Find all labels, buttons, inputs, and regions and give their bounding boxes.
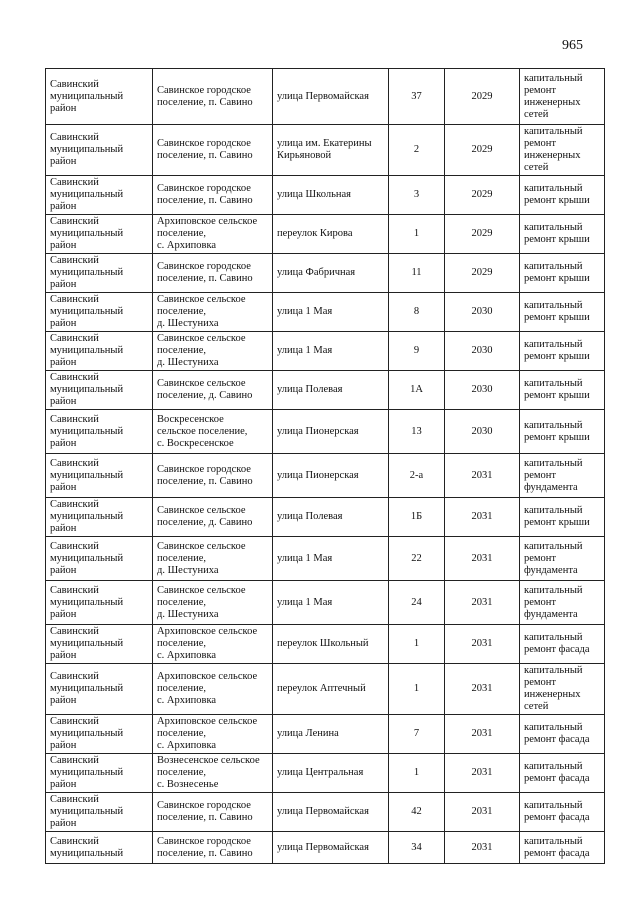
cell-house-number: 34 <box>389 832 445 864</box>
cell-house-number: 1 <box>389 215 445 254</box>
cell-year: 2031 <box>445 581 520 625</box>
cell-year: 2030 <box>445 371 520 410</box>
cell-street: переулок Аптечный <box>273 664 389 715</box>
cell-district: Савинский муниципальный район <box>46 293 153 332</box>
cell-year: 2031 <box>445 537 520 581</box>
cell-year: 2029 <box>445 125 520 176</box>
table-row <box>46 625 605 664</box>
cell-street: улица 1 Мая <box>273 293 389 332</box>
cell-street: улица Первомайская <box>273 832 389 864</box>
cell-work-type: капитальный ремонт инженерных сетей <box>520 69 605 125</box>
cell-street: улица 1 Мая <box>273 332 389 371</box>
cell-street: улица Пионерская <box>273 454 389 498</box>
table-row <box>46 371 605 410</box>
cell-district: Савинский муниципальный район <box>46 176 153 215</box>
cell-year: 2029 <box>445 254 520 293</box>
cell-work-type: капитальный ремонт фундамента <box>520 454 605 498</box>
table-body <box>46 69 605 864</box>
cell-work-type: капитальный ремонт фасада <box>520 715 605 754</box>
cell-settlement: Савинское сельское поселение, д. Савино <box>153 371 273 410</box>
table-row <box>46 254 605 293</box>
cell-settlement: Савинское сельское поселение, д. Шестуниха <box>153 332 273 371</box>
cell-street: улица 1 Мая <box>273 581 389 625</box>
page-number: 965 <box>562 38 583 53</box>
cell-house-number: 2-а <box>389 454 445 498</box>
cell-work-type: капитальный ремонт крыши <box>520 293 605 332</box>
cell-settlement: Архиповское сельское поселение, с. Архиповка <box>153 215 273 254</box>
cell-work-type: капитальный ремонт крыши <box>520 410 605 454</box>
cell-work-type: капитальный ремонт фундамента <box>520 581 605 625</box>
cell-settlement: Архиповское сельское поселение, с. Архиповка <box>153 664 273 715</box>
cell-street: улица Пионерская <box>273 410 389 454</box>
cell-work-type: капитальный ремонт фасада <box>520 793 605 832</box>
cell-year: 2031 <box>445 454 520 498</box>
table-row <box>46 125 605 176</box>
repair-schedule-table <box>45 68 605 864</box>
cell-settlement: Савинское городское поселение, п. Савино <box>153 176 273 215</box>
cell-street: улица Центральная <box>273 754 389 793</box>
table-row <box>46 664 605 715</box>
cell-settlement: Савинское городское поселение, п. Савино <box>153 125 273 176</box>
cell-street: улица им. Екатерины Кирьяновой <box>273 125 389 176</box>
cell-work-type: капитальный ремонт фасада <box>520 832 605 864</box>
cell-house-number: 9 <box>389 332 445 371</box>
cell-street: улица Ленина <box>273 715 389 754</box>
cell-district: Савинский муниципальный район <box>46 410 153 454</box>
cell-work-type: капитальный ремонт инженерных сетей <box>520 664 605 715</box>
table-row <box>46 215 605 254</box>
cell-district: Савинский муниципальный район <box>46 254 153 293</box>
cell-year: 2029 <box>445 176 520 215</box>
table-row <box>46 176 605 215</box>
cell-settlement: Савинское сельское поселение, д. Шестуниха <box>153 581 273 625</box>
table-row <box>46 332 605 371</box>
cell-year: 2031 <box>445 793 520 832</box>
cell-house-number: 7 <box>389 715 445 754</box>
cell-year: 2030 <box>445 293 520 332</box>
cell-work-type: капитальный ремонт крыши <box>520 254 605 293</box>
cell-work-type: капитальный ремонт крыши <box>520 215 605 254</box>
cell-district: Савинский муниципальный район <box>46 715 153 754</box>
table-row <box>46 293 605 332</box>
cell-settlement: Савинское городское поселение, п. Савино <box>153 832 273 864</box>
cell-district: Савинский муниципальный район <box>46 754 153 793</box>
cell-work-type: капитальный ремонт фундамента <box>520 537 605 581</box>
cell-district: Савинский муниципальный район <box>46 625 153 664</box>
cell-house-number: 8 <box>389 293 445 332</box>
cell-year: 2031 <box>445 832 520 864</box>
cell-year: 2029 <box>445 215 520 254</box>
cell-district: Савинский муниципальный район <box>46 69 153 125</box>
cell-street: улица Полевая <box>273 498 389 537</box>
cell-house-number: 1 <box>389 625 445 664</box>
cell-settlement: Савинское городское поселение, п. Савино <box>153 254 273 293</box>
cell-house-number: 1 <box>389 664 445 715</box>
cell-house-number: 11 <box>389 254 445 293</box>
cell-house-number: 24 <box>389 581 445 625</box>
cell-house-number: 13 <box>389 410 445 454</box>
cell-street: переулок Кирова <box>273 215 389 254</box>
cell-work-type: капитальный ремонт инженерных сетей <box>520 125 605 176</box>
table-row <box>46 537 605 581</box>
cell-year: 2030 <box>445 410 520 454</box>
cell-settlement: Воскресенское сельское поселение, с. Воскресенское <box>153 410 273 454</box>
cell-street: улица Полевая <box>273 371 389 410</box>
table-row <box>46 69 605 125</box>
table-row <box>46 832 605 864</box>
cell-street: улица Первомайская <box>273 793 389 832</box>
cell-district: Савинский муниципальный район <box>46 581 153 625</box>
cell-settlement: Вознесенское сельское поселение, с. Вознесенье <box>153 754 273 793</box>
cell-work-type: капитальный ремонт крыши <box>520 332 605 371</box>
cell-settlement: Архиповское сельское поселение, с. Архиповка <box>153 715 273 754</box>
cell-settlement: Архиповское сельское поселение, с. Архиповка <box>153 625 273 664</box>
cell-work-type: капитальный ремонт фасада <box>520 625 605 664</box>
table-row <box>46 715 605 754</box>
table-row <box>46 581 605 625</box>
cell-district: Савинский муниципальный район <box>46 371 153 410</box>
cell-district: Савинский муниципальный район <box>46 664 153 715</box>
cell-street: улица Первомайская <box>273 69 389 125</box>
cell-street: переулок Школьный <box>273 625 389 664</box>
cell-district: Савинский муниципальный район <box>46 215 153 254</box>
table-row <box>46 498 605 537</box>
cell-year: 2030 <box>445 332 520 371</box>
cell-district: Савинский муниципальный <box>46 832 153 864</box>
cell-settlement: Савинское сельское поселение, д. Шестуниха <box>153 537 273 581</box>
cell-work-type: капитальный ремонт крыши <box>520 498 605 537</box>
cell-street: улица 1 Мая <box>273 537 389 581</box>
table-row <box>46 410 605 454</box>
cell-district: Савинский муниципальный район <box>46 498 153 537</box>
table-row <box>46 754 605 793</box>
cell-street: улица Школьная <box>273 176 389 215</box>
cell-house-number: 3 <box>389 176 445 215</box>
cell-settlement: Савинское городское поселение, п. Савино <box>153 793 273 832</box>
cell-year: 2031 <box>445 754 520 793</box>
cell-work-type: капитальный ремонт крыши <box>520 371 605 410</box>
cell-street: улица Фабричная <box>273 254 389 293</box>
table-row <box>46 793 605 832</box>
cell-house-number: 22 <box>389 537 445 581</box>
cell-settlement: Савинское сельское поселение, д. Савино <box>153 498 273 537</box>
cell-house-number: 1 <box>389 754 445 793</box>
cell-house-number: 2 <box>389 125 445 176</box>
cell-year: 2031 <box>445 498 520 537</box>
cell-settlement: Савинское городское поселение, п. Савино <box>153 454 273 498</box>
cell-settlement: Савинское сельское поселение, д. Шестуниха <box>153 293 273 332</box>
cell-work-type: капитальный ремонт крыши <box>520 176 605 215</box>
cell-house-number: 1Б <box>389 498 445 537</box>
cell-work-type: капитальный ремонт фасада <box>520 754 605 793</box>
table-row <box>46 454 605 498</box>
cell-district: Савинский муниципальный район <box>46 125 153 176</box>
cell-district: Савинский муниципальный район <box>46 793 153 832</box>
cell-year: 2029 <box>445 69 520 125</box>
cell-year: 2031 <box>445 664 520 715</box>
cell-district: Савинский муниципальный район <box>46 332 153 371</box>
cell-year: 2031 <box>445 625 520 664</box>
cell-district: Савинский муниципальный район <box>46 537 153 581</box>
cell-year: 2031 <box>445 715 520 754</box>
cell-house-number: 37 <box>389 69 445 125</box>
cell-house-number: 1А <box>389 371 445 410</box>
cell-house-number: 42 <box>389 793 445 832</box>
cell-settlement: Савинское городское поселение, п. Савино <box>153 69 273 125</box>
cell-district: Савинский муниципальный район <box>46 454 153 498</box>
